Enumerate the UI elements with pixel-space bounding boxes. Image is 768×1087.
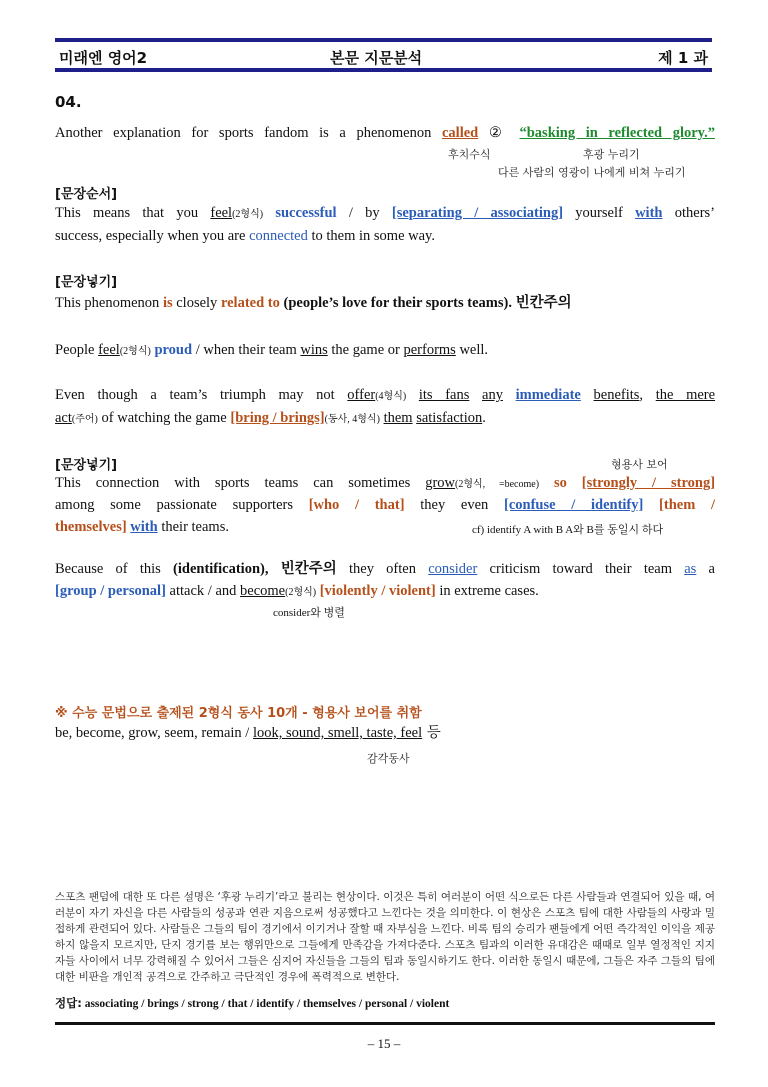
sentence-5-line-1 bbox=[55, 384, 715, 408]
word-satisfaction: satisfaction bbox=[416, 410, 483, 426]
header-lesson: 제 1 과 bbox=[658, 49, 708, 67]
direct-object: benefits bbox=[593, 387, 640, 403]
grammar-tag: (2형식) bbox=[232, 209, 264, 220]
verb-feel: feel bbox=[210, 205, 233, 221]
sentence-text: This means that you bbox=[55, 205, 211, 221]
sentence-6-line-1 bbox=[55, 472, 715, 496]
sentence-7-line-1 bbox=[55, 558, 715, 580]
page-number: – 15 – bbox=[367, 1036, 401, 1051]
choice-violently-violent: [violently / violent] bbox=[319, 583, 436, 599]
sentence-text: . bbox=[482, 410, 486, 426]
phrase-peoples-love: (people’s love for their sports teams). bbox=[279, 295, 516, 311]
sentence-text: attack / and bbox=[165, 583, 241, 599]
verb-wins: wins bbox=[300, 342, 328, 358]
sentence-text: People bbox=[55, 342, 99, 358]
word-them: them bbox=[383, 410, 413, 426]
word-any: any bbox=[482, 387, 503, 403]
grammar-tag: (주어) bbox=[71, 414, 98, 425]
grammar-title: ※ 수능 문법으로 출제된 2형식 동사 10개 - 형용사 보어를 취함 bbox=[55, 706, 422, 721]
choice-confuse-identify: [confuse / identify] bbox=[504, 497, 644, 513]
choice-them-themselves-start: [them / bbox=[659, 497, 716, 513]
choice-who-that: [who / that] bbox=[308, 497, 405, 513]
sentence-text: yourself bbox=[563, 205, 636, 221]
section-label-insert-1: [문장넣기] bbox=[55, 275, 118, 290]
sentence-text: well. bbox=[455, 342, 489, 358]
keyword-consider: consider bbox=[428, 561, 478, 577]
sentence-1 bbox=[55, 122, 715, 144]
sentence-text: Another explanation for sports fandom is a phenomenon bbox=[55, 125, 442, 141]
sentence-text: This phenomenon bbox=[55, 295, 163, 311]
answer-line bbox=[55, 995, 449, 1011]
sentence-text: among some passionate supporters bbox=[55, 497, 309, 513]
sentence-text: they often bbox=[336, 561, 429, 577]
keyword-so: so bbox=[553, 475, 567, 491]
sentence-3 bbox=[55, 292, 715, 314]
blank-warning: 빈칸주의 bbox=[515, 295, 572, 311]
grammar-tag: (4형식) bbox=[375, 391, 407, 402]
keyword-proud: proud bbox=[154, 342, 193, 358]
verb-become: become bbox=[240, 583, 286, 599]
note-adjective-complement: 형용사 보어 bbox=[611, 458, 668, 471]
verb-grow: grow bbox=[425, 475, 456, 491]
sentence-text: closely bbox=[172, 295, 221, 311]
korean-translation: 스포츠 팬덤에 대한 또 다른 설명은 ‘후광 누리기’라고 불리는 현상이다. 이것은 특히 여러분이 어떤 식으로든 다른 사람들과 연결되어 있을 때, 여러분이 자기 자신을 다른 사람들의 성공과 연관 지음으로써 성공했다고 느낀다는 것을 의미한다. 이 현상은 스포츠 팀에 대한 사람들의 사랑과 밀접하게 관련되어 있다. 사람들은 그들의 팀이 경기에서 이기거나 잘할 때 자부심을 느낀다. 비록 팀의 승리가 팬들에게 어떤 즉각적인 이익을 제공하지 않을지 모르지만, 단지 경기를 보는 행위만으로 그들에게 만족감을 가져다준다. 스포츠 팀과의 이러한 유대감은 때때로 일부 열정적인 지지자들 사이에서 너무 강력해질 수 있어서 그들은 심지어 자신들을 그들의 팀과 동일시하기도 한다. 이러한 동일시 때문에, 그들은 자주 그들의 팀에 대한 비판을 개인적 공격으로 간주하고 극단적인 경우에 폭력적으로 변한다. bbox=[55, 891, 715, 983]
note-basking-meaning: 다른 사람의 영광이 나에게 비쳐 누리기 bbox=[498, 166, 686, 179]
sentence-5-line-2 bbox=[55, 407, 715, 431]
verb-performs: performs bbox=[403, 342, 456, 358]
grammar-tag: (2형식) bbox=[119, 346, 151, 357]
sentence-text: / when their team bbox=[192, 342, 301, 358]
indirect-object: its fans bbox=[418, 387, 470, 403]
blank-warning: 빈칸주의 bbox=[280, 561, 337, 577]
sentence-text: This connection with sports teams can sometimes bbox=[55, 475, 426, 491]
keyword-with: with bbox=[130, 519, 158, 535]
verb-offer: offer bbox=[347, 387, 376, 403]
keyword-immediate: immediate bbox=[515, 387, 581, 403]
keyword-successful: successful bbox=[275, 205, 337, 221]
answer-label: 정답: bbox=[55, 996, 82, 1010]
sentence-text: criticism toward their team bbox=[477, 561, 685, 577]
sentence-text: in extreme cases. bbox=[435, 583, 539, 599]
note-post-modifier: 후치수식 bbox=[448, 148, 491, 161]
keyword-related-to: related to bbox=[220, 295, 280, 311]
section-label-insert-2: [문장넣기] bbox=[55, 458, 118, 473]
choice-them-themselves-end: themselves] bbox=[55, 519, 127, 535]
sentence-text: the game or bbox=[327, 342, 404, 358]
page-header bbox=[55, 38, 712, 72]
choice-bring-brings: [bring / brings] bbox=[230, 410, 325, 426]
sentence-text: be, become, grow, seem, remain / bbox=[55, 725, 253, 741]
quote-phrase: “basking in reflected glory.” bbox=[519, 125, 716, 141]
sentence-text: success, especially when you are bbox=[55, 228, 250, 244]
sentence-4 bbox=[55, 339, 715, 363]
grammar-tag: (2형식) bbox=[285, 587, 317, 598]
choice-group-personal: [group / personal] bbox=[55, 583, 166, 599]
sentence-text: to them in some way. bbox=[307, 228, 435, 244]
word-identification: (identification), bbox=[173, 561, 269, 577]
note-consider-parallel: consider와 병렬 bbox=[273, 607, 345, 619]
sentence-text: a bbox=[696, 561, 715, 577]
choice-strongly-strong: [strongly / strong] bbox=[581, 475, 716, 491]
note-basking: 후광 누리기 bbox=[583, 148, 640, 161]
verb-feel: feel bbox=[98, 342, 120, 358]
header-section-title: 본문 지문분석 bbox=[330, 49, 423, 67]
grammar-tag: (2형식, =become) bbox=[455, 479, 540, 490]
sentence-text: 등 bbox=[422, 725, 441, 741]
sentence-text: they even bbox=[404, 497, 504, 513]
answer-text: associating / brings / strong / that / identify / themselves / personal / violent bbox=[81, 998, 450, 1010]
sentence-2-line-2 bbox=[55, 225, 715, 247]
section-label-order: [문장순서] bbox=[55, 187, 118, 202]
sentence-text: / by bbox=[336, 205, 392, 221]
question-number: 04. bbox=[55, 93, 82, 111]
header-book-title: 미래엔 영어2 bbox=[59, 49, 148, 67]
grammar-tag: (동사, 4형식) bbox=[324, 414, 380, 425]
grammar-verbs bbox=[55, 722, 715, 744]
sentence-text: Even though a team’s triumph may not bbox=[55, 387, 348, 403]
sentence-text: of watching the game bbox=[97, 410, 231, 426]
choice-separating-associating: [separating / associating] bbox=[391, 205, 564, 221]
sentence-6-line-2 bbox=[55, 494, 715, 516]
keyword-as: as bbox=[684, 561, 697, 577]
sentence-2-line-1 bbox=[55, 202, 715, 226]
note-sense-verbs: 감각동사 bbox=[367, 752, 410, 765]
circle-number: ② bbox=[488, 125, 509, 141]
subject-act: act bbox=[55, 410, 72, 426]
footer-rule bbox=[55, 1022, 715, 1025]
phrase-the-mere: the mere bbox=[655, 387, 716, 403]
keyword-connected: connected bbox=[249, 228, 308, 244]
note-identify: cf) identify A with B A와 B를 동일시 하다 bbox=[472, 524, 664, 536]
sentence-text: others’ bbox=[662, 205, 716, 221]
sentence-7-line-2 bbox=[55, 580, 715, 604]
keyword-with: with bbox=[635, 205, 663, 221]
sense-verbs: look, sound, smell, taste, feel bbox=[252, 725, 423, 741]
sentence-text: Because of this bbox=[55, 561, 174, 577]
sentence-text: , bbox=[639, 387, 644, 403]
keyword-called: called bbox=[441, 125, 479, 141]
keyword-is: is bbox=[162, 295, 173, 311]
sentence-text: their teams. bbox=[157, 519, 229, 535]
